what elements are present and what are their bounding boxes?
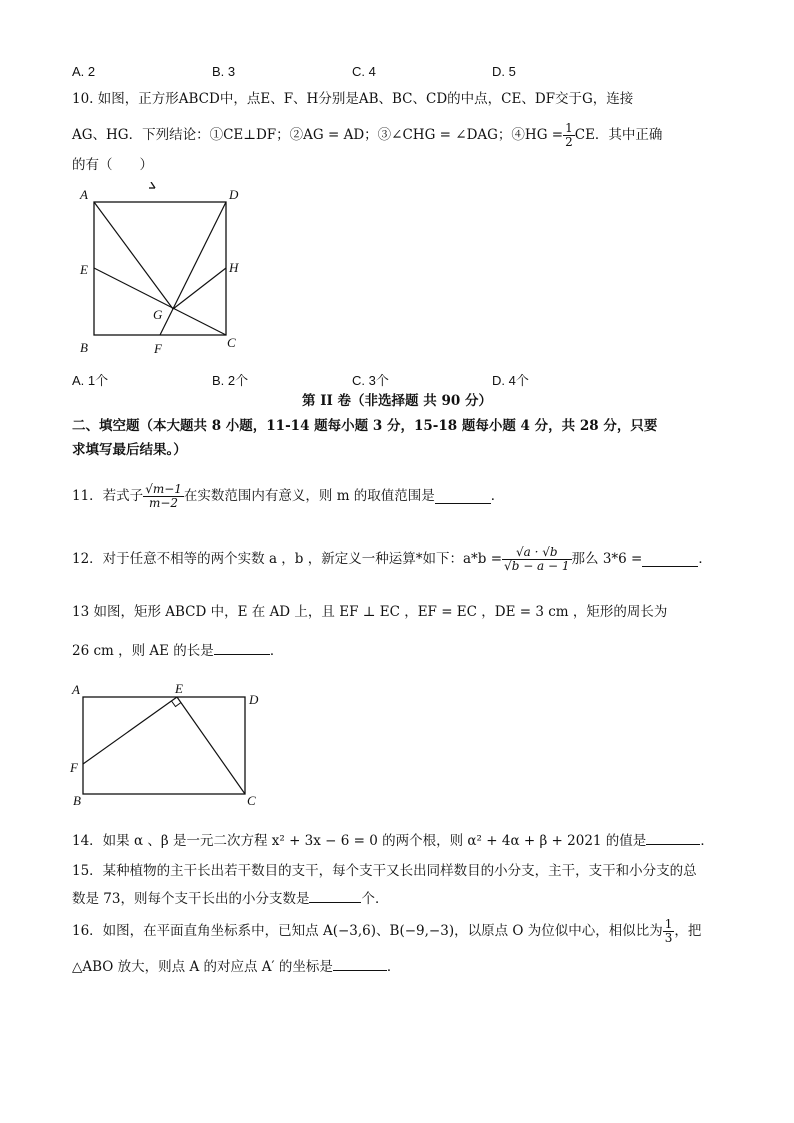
q10-label-e: E <box>80 262 88 277</box>
q13-right-angle-mark <box>172 701 182 707</box>
q15-answer-blank[interactable] <box>309 888 361 903</box>
q12 <box>72 538 712 580</box>
q11-fraction <box>143 483 184 510</box>
q16-frac-num: 1 <box>664 916 673 931</box>
q13-rectangle-figure <box>68 680 268 808</box>
q10-line2-tail: CE．其中正确 <box>574 127 663 143</box>
q16-answer-blank[interactable] <box>333 956 387 971</box>
q13-label-e: E <box>175 681 183 696</box>
q16-frac-den: 3 <box>664 930 673 945</box>
q12-fraction <box>502 546 571 573</box>
q16-line1-tail: ，把 <box>674 923 702 939</box>
q11 <box>72 476 504 516</box>
q10-label-d: D <box>229 187 239 202</box>
q10-label-a: A <box>80 187 88 202</box>
q10-square-figure <box>72 182 252 357</box>
q13-rectangle-abcd <box>83 697 245 794</box>
q15-line2 <box>72 888 388 909</box>
q10-fraction <box>563 122 575 149</box>
q10-stem-line1: 10. 如图，正方形ABCD中，点E、F、H分别是AB、BC、CD的中点，CE、DF交于G，连接 <box>72 91 634 107</box>
q13-label-b: B <box>73 793 81 808</box>
q9-option-d: D. 5 <box>492 64 516 79</box>
q10-line-df <box>160 202 226 335</box>
q10-line-ce <box>94 268 226 335</box>
q14-end: ． <box>700 833 714 849</box>
q13-answer-blank[interactable] <box>214 640 270 655</box>
q9-option-c: C. 4 <box>352 64 376 79</box>
q14 <box>72 830 714 851</box>
q14-text: 14．如果 α 、β 是一元二次方程 x² + 3x − 6 = 0 的两个根，则 α² + 4α + β + 2021 的值是 <box>72 833 647 849</box>
q10-line-ag <box>94 202 173 309</box>
q12-end: ． <box>698 551 712 567</box>
q12-frac-den: √b − a − 1 <box>504 558 570 573</box>
q10-label-b: B <box>80 340 88 355</box>
q14-answer-blank[interactable] <box>646 830 700 845</box>
q13-label-f: F <box>70 760 78 775</box>
q11-end: ． <box>490 488 505 504</box>
q16-line1-text: 16．如图，在平面直角坐标系中，已知点 A(−3,6)、B(−9,−3)，以原点 O 为位似中心，相似比为 <box>72 923 663 939</box>
q13-label-a: A <box>72 682 80 697</box>
q11-post: 在实数范围内有意义，则 m 的取值范围是 <box>183 488 435 504</box>
q16-line2 <box>72 956 400 977</box>
q10-option-b: B. 2个 <box>212 373 249 388</box>
q9-option-b: B. 3 <box>212 64 236 79</box>
q10-frac-num: 1 <box>565 120 573 135</box>
q10-option-d: D. 4个 <box>492 373 529 388</box>
q12-answer-blank[interactable] <box>642 552 698 567</box>
q16-line1 <box>72 911 701 951</box>
q12-pre: 12．对于任意不相等的两个实数 a ，b ，新定义一种运算*如下：a*b = <box>72 551 503 567</box>
q10-option-c: C. 3个 <box>352 373 389 388</box>
part2-title: 第 II 卷（非选择题 共 90 分） <box>302 393 492 409</box>
q11-frac-den: m−2 <box>149 495 179 510</box>
q16-end: ． <box>386 959 401 975</box>
q16-fraction <box>663 918 675 945</box>
q10-label-g: G <box>153 307 163 322</box>
q13-line2-text: 26 cm ，则 AE 的长是 <box>72 643 214 659</box>
q10-label-f: F <box>154 341 162 356</box>
q10-label-h: H <box>229 260 239 275</box>
q10-line-hg <box>173 268 226 309</box>
q9-option-a: A. 2 <box>72 64 96 79</box>
section2-header-line2: 求填写最后结果。） <box>72 442 187 458</box>
q13-line-ec <box>177 697 245 794</box>
q12-frac-num: √a · √b <box>502 546 571 560</box>
q13-line-ef <box>83 697 177 764</box>
section2-header-line1: 二、填空题（本大题共 8 小题，11-14 题每小题 3 分，15-18 题每小题 4 分，共 28 分，只要 <box>72 418 658 434</box>
q10-frac-den: 2 <box>565 134 573 149</box>
q12-post: 那么 3*6 = <box>571 551 643 567</box>
q10-stem-line3: 的有（ ） <box>72 157 153 173</box>
q10-line2-text: AG、HG．下列结论：①CE⊥DF；②AG = AD；③∠CHG = ∠DAG；④HG = <box>72 127 564 143</box>
q11-answer-blank[interactable] <box>435 489 491 504</box>
q10-label-c: C <box>227 335 236 350</box>
q16-line2-text: △ABO 放大，则点 A 的对应点 A′ 的坐标是 <box>72 959 333 975</box>
q13-line1: 13 如图，矩形 ABCD 中，E 在 AD 上，且 EF ⊥ EC ，EF = EC ，DE = 3 cm ，矩形的周长为 <box>72 604 668 620</box>
q13-end: ． <box>269 643 284 659</box>
q11-frac-num: √m−1 <box>145 481 182 496</box>
q10-option-a: A. 1个 <box>72 373 109 388</box>
q15-line1: 15．某种植物的主干长出若干数目的支干，每个支干又长出同样数目的小分支，主干，支干和小分支的总 <box>72 863 697 879</box>
q13-label-c: C <box>247 793 256 808</box>
q15-line2-text: 数是 73，则每个支干长出的小分支数是 <box>72 891 310 907</box>
q13-label-d: D <box>249 692 259 707</box>
q15-end: 个． <box>361 891 389 907</box>
q13-line2 <box>72 640 283 661</box>
q11-pre: 11．若式子 <box>72 488 144 504</box>
q10-stem-line2 <box>72 118 662 152</box>
